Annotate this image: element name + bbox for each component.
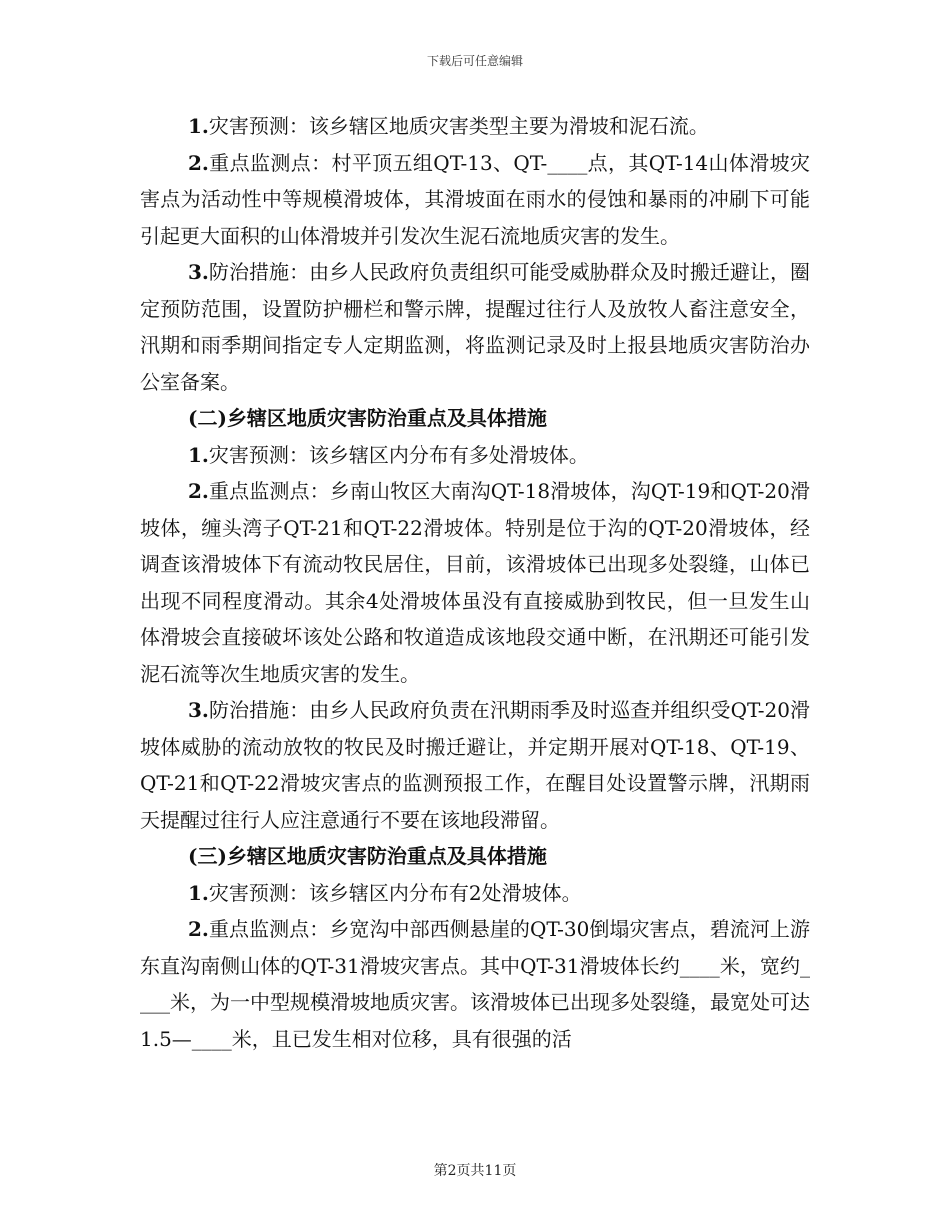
paragraph bbox=[140, 254, 810, 400]
paragraph bbox=[140, 692, 810, 838]
page-header: 下载后可任意编辑 bbox=[426, 54, 523, 68]
paragraph bbox=[140, 473, 810, 692]
paragraph-text: 灾害预测：该乡辖区地质灾害类型主要为滑坡和泥石流。 bbox=[208, 114, 709, 138]
item-number: 2. bbox=[188, 479, 209, 503]
section-heading: (二)乡辖区地质灾害防治重点及具体措施 bbox=[188, 406, 547, 430]
paragraph-text: 重点监测点：乡宽沟中部西侧悬崖的QT-30倒塌灾害点，碧流河上游东直沟南侧山体的QT-31滑坡灾害点。其中QT-31滑坡体长约____米，宽约____米，为一中型规模滑坡地质灾害。该滑坡体已出现多处裂缝，最宽处可达1.5—____米，且已发生相对位移，具有很强的活 bbox=[140, 917, 810, 1051]
item-number: 2. bbox=[188, 917, 209, 941]
paragraph-text: 防治措施：由乡人民政府负责在汛期雨季及时巡查并组织受QT-20滑坡体威胁的流动放牧的牧民及时搬迁避让，并定期开展对QT-18、QT-19、QT-21和QT-22滑坡灾害点的监测预报工作，在醒目处设置警示牌，汛期雨天提醒过往行人应注意通行不要在该地段滞留。 bbox=[140, 698, 810, 832]
paragraph-text: 灾害预测：该乡辖区内分布有多处滑坡体。 bbox=[208, 442, 589, 467]
document-body bbox=[140, 108, 810, 1057]
paragraph-text: 防治措施：由乡人民政府负责组织可能受威胁群众及时搬迁避让，圈定预防范围，设置防护栅栏和警示牌，提醒过往行人及放牧人畜注意安全，汛期和雨季期间指定专人定期监测，将监测记录及时上报县地质灾害防治办公室备案。 bbox=[140, 260, 810, 394]
section-heading: (三)乡辖区地质灾害防治重点及具体措施 bbox=[188, 844, 547, 868]
item-number: 1. bbox=[188, 442, 209, 467]
page-footer: 第2页共11页 bbox=[433, 1163, 517, 1179]
item-number: 2. bbox=[188, 150, 209, 175]
paragraph-text: 重点监测点：村平顶五组QT-13、QT-____点，其QT-14山体滑坡灾害点为活动性中等规模滑坡体，其滑坡面在雨水的侵蚀和暴雨的冲刷下可能引起更大面积的山体滑坡并引发次生泥石流地质灾害的发生。 bbox=[140, 150, 810, 248]
paragraph bbox=[140, 911, 810, 1057]
paragraph-text: 灾害预测：该乡辖区内分布有2处滑坡体。 bbox=[208, 880, 582, 905]
paragraph-text: 重点监测点：乡南山牧区大南沟QT-18滑坡体，沟QT-19和QT-20滑坡体，缠头湾子QT-21和QT-22滑坡体。特别是位于沟的QT-20滑坡体，经调查该滑坡体下有流动牧民居住，目前，该滑坡体已出现多处裂缝，山体已出现不同程度滑动。其余4处滑坡体虽没有直接威胁到牧民，但一旦发生山体滑坡会直接破坏该处公路和牧道造成该地段交通中断，在汛期还可能引发泥石流等次生地质灾害的发生。 bbox=[140, 479, 810, 686]
item-number: 1. bbox=[188, 880, 209, 905]
item-number: 3. bbox=[188, 698, 209, 722]
paragraph bbox=[140, 108, 810, 145]
paragraph bbox=[140, 145, 810, 255]
item-number: 3. bbox=[188, 260, 209, 284]
paragraph bbox=[140, 437, 810, 474]
paragraph bbox=[140, 875, 810, 912]
item-number: 1. bbox=[188, 114, 209, 138]
